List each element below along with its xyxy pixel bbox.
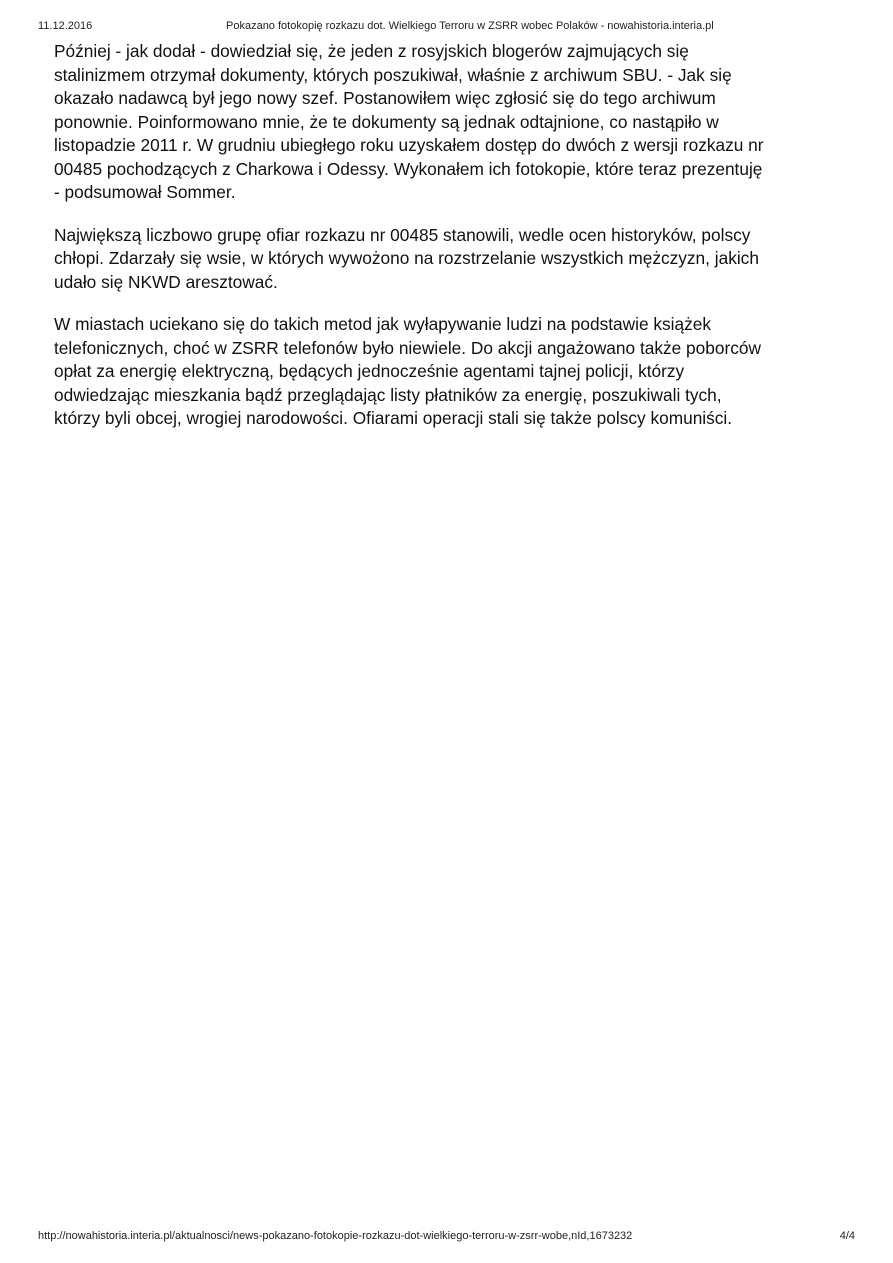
- print-header: [38, 18, 855, 34]
- article-body: [54, 40, 766, 450]
- article-paragraph: W miastach uciekano się do takich metod jak wyłapywanie ludzi na podstawie książek telefonicznych, choć w ZSRR telefonów było niewiele. Do akcji angażowano także poborców opłat za energię elektryczną, będących jednocześnie agentami tajnej policji, którzy odwiedzając mieszkania bądź przeglądając listy płatników za energię, poszukiwali tych, którzy byli obcej, wrogiej narodowości. Ofiarami operacji stali się także polscy komuniści.: [54, 314, 761, 428]
- article-paragraph: Największą liczbowo grupę ofiar rozkazu nr 00485 stanowili, wedle ocen historyków, polscy chłopi. Zdarzały się wsie, w których wywożono na rozstrzelanie wszystkich mężczyzn, jakich udało się NKWD aresztować.: [54, 224, 759, 292]
- print-footer: [38, 1228, 855, 1244]
- page-url: http://nowahistoria.interia.pl/aktualnosci/news-pokazano-fotokopie-rozkazu-dot-wielkiego-terroru-w-zsrr-wobe,nId,1673232: [38, 1230, 633, 1242]
- page-number: 4/4: [839, 1230, 855, 1242]
- print-date: 11.12.2016: [38, 20, 93, 32]
- article-paragraph: Później - jak dodał - dowiedział się, że jeden z rosyjskich blogerów zajmujących się stalinizmem otrzymał dokumenty, których poszukiwał, właśnie z archiwum SBU. - Jak się okazało nadawcą był jego nowy szef. Postanowiłem więc zgłosić się do tego archiwum ponownie. Poinformowano mnie, że te dokumenty są jednak odtajnione, co nastąpiło w listopadzie 2011 r. W grudniu ubiegłego roku uzyskałem dostęp do dwóch z wersji rozkazu nr 00485 pochodzących z Charkowa i Odessy. Wykonałem ich fotokopie, które teraz prezentuję - podsumował Sommer.: [54, 41, 764, 202]
- page-title: Pokazano fotokopię rozkazu dot. Wielkiego Terroru w ZSRR wobec Polaków - nowahistoria.interia.pl: [226, 20, 714, 32]
